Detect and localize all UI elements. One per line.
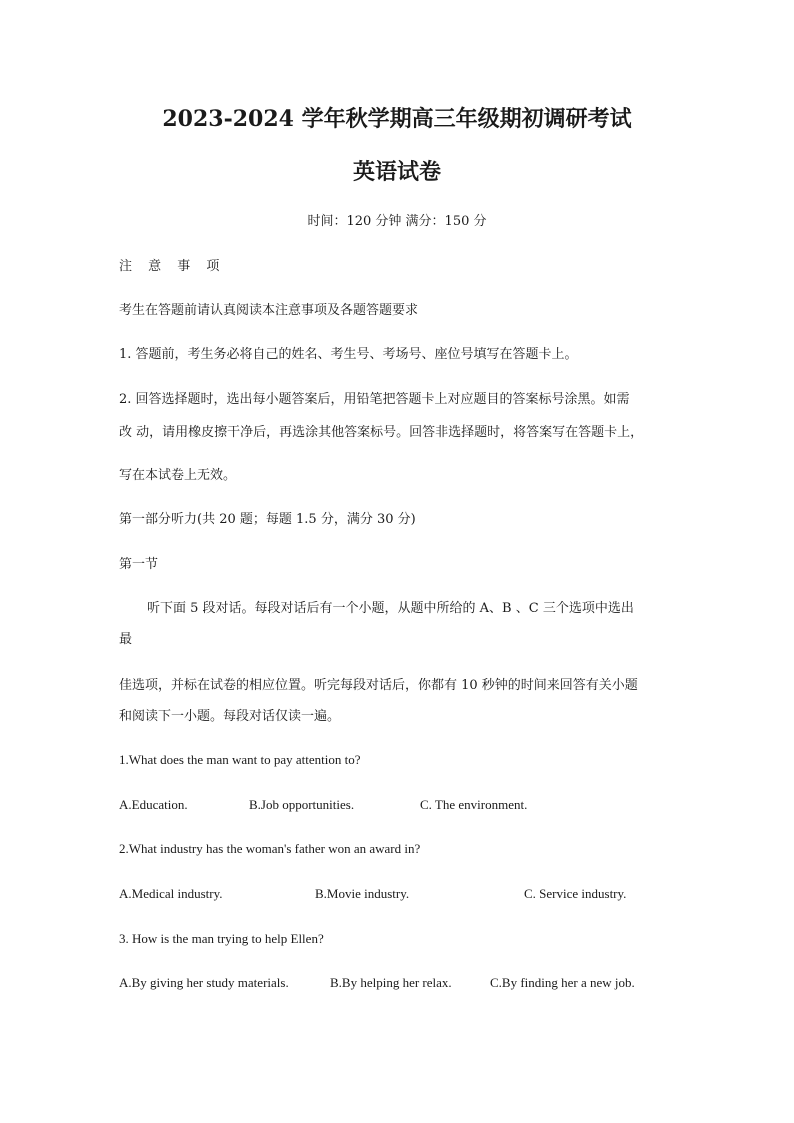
section-heading: 第一节 <box>119 557 159 572</box>
question-3-option-a: A.By giving her study materials. <box>119 975 289 990</box>
exam-title: 2023-2024 学年秋学期高三年级期初调研考试 <box>162 106 632 132</box>
question-1-option-a: A.Education. <box>119 797 188 812</box>
instructions-line-2: 最 <box>119 632 133 647</box>
question-3-stem: 3. How is the man trying to help Ellen? <box>119 931 324 946</box>
notice-item-2-line-3: 写在本试卷上无效。 <box>119 468 237 483</box>
question-1-option-c: C. The environment. <box>420 797 528 812</box>
notice-item-2-line-2: 改 动，请用橡皮擦干净后，再选涂其他答案标号。回答非选择题时，将答案写在答题卡上， <box>119 425 644 440</box>
notice-item-2-line-1: 2. 回答选择题时，选出每小题答案后，用铅笔把答题卡上对应题目的答案标号涂黑。如需 <box>119 392 630 407</box>
part1-heading: 第一部分听力(共 20 题；每题 1.5 分，满分 30 分) <box>119 512 416 527</box>
question-3-option-b: B.By helping her relax. <box>330 975 452 990</box>
question-2-option-c: C. Service industry. <box>524 886 627 901</box>
question-2-option-a: A.Medical industry. <box>119 886 223 901</box>
instructions-line-3: 佳选项，并标在试卷的相应位置。听完每段对话后，你都有 10 秒钟的时间来回答有关小题 <box>119 678 638 693</box>
exam-meta: 时间：120 分钟 满分：150 分 <box>307 214 487 229</box>
notice-heading: 注 意 事 项 <box>119 259 226 274</box>
notice-item-1: 1. 答题前，考生务必将自己的姓名、考生号、考场号、座位号填写在答题卡上。 <box>119 347 578 362</box>
instructions-line-1: 听下面 5 段对话。每段对话后有一个小题，从题中所给的 A、B 、C 三个选项中选出 <box>147 601 634 616</box>
notice-intro: 考生在答题前请认真阅读本注意事项及各题答题要求 <box>119 303 419 318</box>
instructions-line-4: 和阅读下一小题。每段对话仅读一遍。 <box>119 709 341 724</box>
question-2-stem: 2.What industry has the woman's father won an award in? <box>119 841 421 856</box>
question-1-stem: 1.What does the man want to pay attention to? <box>119 752 361 767</box>
question-2-option-b: B.Movie industry. <box>315 886 410 901</box>
exam-subject: 英语试卷 <box>352 159 441 185</box>
question-3-option-c: C.By finding her a new job. <box>490 975 635 990</box>
question-1-option-b: B.Job opportunities. <box>249 797 355 812</box>
